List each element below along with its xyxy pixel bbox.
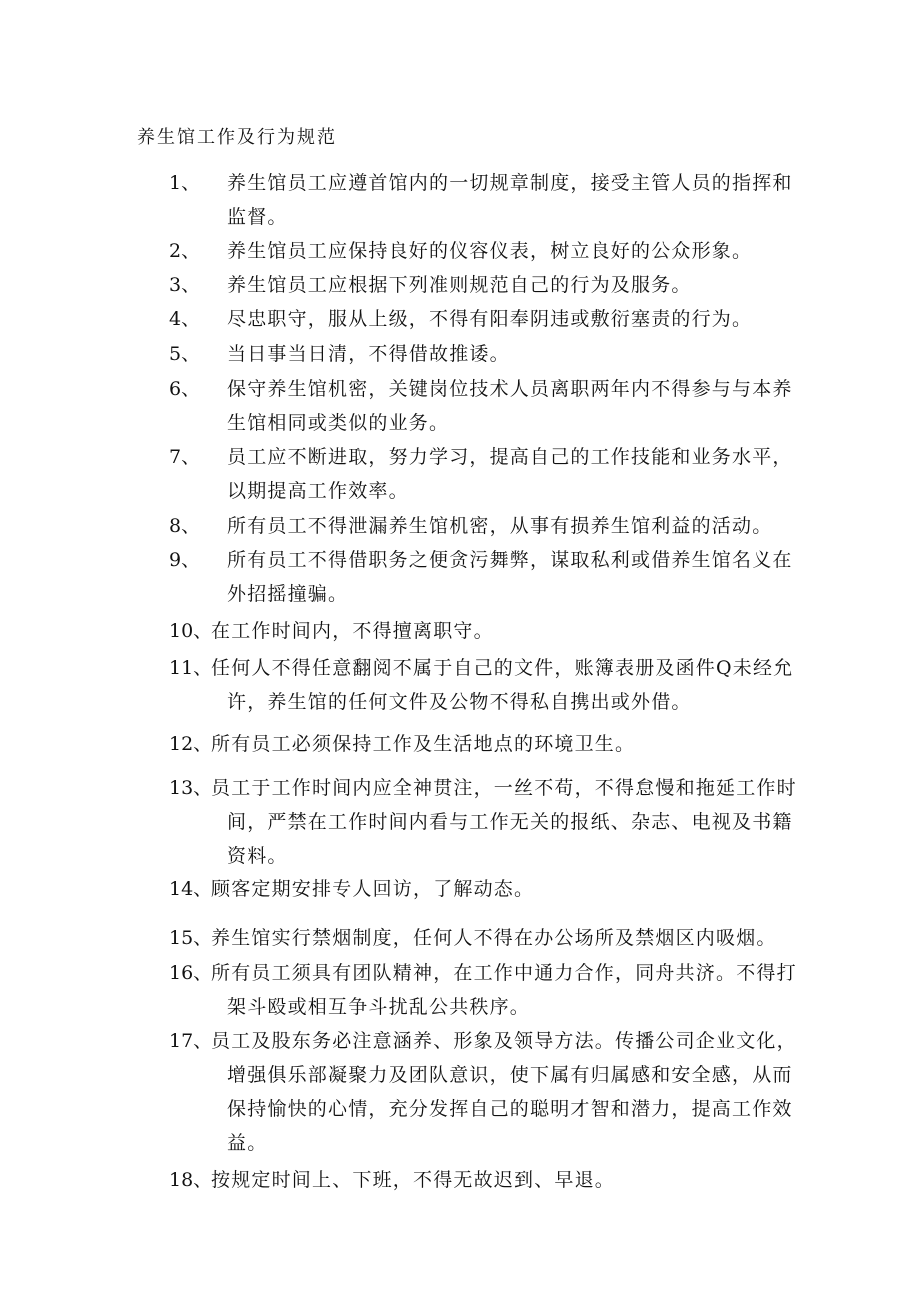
rule-text-line: 监督。 [227, 206, 288, 228]
rule-text-line: 任何人不得任意翻阅不属于自己的文件，账簿表册及函件Q未经允 [211, 657, 794, 679]
rule-text-line: 增强俱乐部凝聚力及团队意识，使下属有归属感和安全感，从而 [227, 1064, 793, 1086]
rule-number: 11、 [169, 657, 213, 679]
rule-number: 6、 [169, 378, 201, 400]
rule-number: 12、 [169, 733, 213, 755]
rule-text-line: 以期提高工作效率。 [227, 480, 409, 502]
rule-text-line: 所有员工不得借职务之便贪污舞弊，谋取私利或借养生馆名义在 [227, 549, 793, 571]
rule-text-line: 保持愉快的心情，充分发挥自己的聪明才智和潜力，提高工作效 [227, 1098, 793, 1120]
rule-text-line: 所有员工不得泄漏养生馆机密，从事有损养生馆利益的活动。 [227, 515, 773, 537]
rule-text-line: 外招摇撞骗。 [227, 583, 349, 605]
rule-text-line: 间，严禁在工作时间内看与工作无关的报纸、杂志、电视及书籍 [227, 811, 793, 833]
rule-text-line: 资料。 [227, 845, 288, 867]
rule-text-line: 许，养生馆的任何文件及公物不得私自携出或外借。 [227, 691, 692, 713]
rule-number: 9、 [169, 549, 201, 571]
rule-number: 17、 [169, 1030, 213, 1052]
rule-text-line: 养生馆员工应遵首馆内的一切规章制度，接受主管人员的指挥和 [227, 172, 793, 194]
rule-text-line: 顾客定期安排专人回访，了解动态。 [211, 878, 535, 900]
rule-text-line: 养生馆员工应保持良好的仪容仪表，树立良好的公众形象。 [227, 240, 753, 262]
rule-text-line: 所有员工须具有团队精神，在工作中通力合作，同舟共济。不得打 [211, 962, 797, 984]
rule-text-line: 养生馆实行禁烟制度，任何人不得在办公场所及禁烟区内吸烟。 [211, 927, 777, 949]
rule-text-line: 保守养生馆机密，关键岗位技术人员离职两年内不得参与与本养 [227, 378, 793, 400]
rule-text-line: 益。 [227, 1132, 268, 1154]
rule-number: 15、 [169, 927, 213, 949]
rule-number: 4、 [169, 308, 201, 330]
rule-number: 5、 [169, 343, 201, 365]
document-title: 养生馆工作及行为规范 [137, 127, 337, 148]
rule-text-line: 按规定时间上、下班，不得无故迟到、早退。 [211, 1169, 616, 1191]
rule-number: 8、 [169, 515, 201, 537]
rule-text-line: 架斗殴或相互争斗扰乱公共秩序。 [227, 996, 531, 1018]
rule-text-line: 养生馆员工应根据下列准则规范自己的行为及服务。 [227, 274, 692, 296]
rule-text-line: 员工及股东务必注意涵养、形象及领导方法。传播公司企业文化， [211, 1030, 797, 1052]
rule-number: 16、 [169, 962, 213, 984]
rule-text-line: 员工应不断进取，努力学习，提高自己的工作技能和业务水平， [227, 446, 793, 468]
rule-number: 7、 [169, 446, 201, 468]
rule-number: 14、 [169, 878, 213, 900]
rule-number: 18、 [169, 1169, 213, 1191]
rule-text-line: 员工于工作时间内应全神贯注，一丝不苟，不得怠慢和拖延工作时 [211, 777, 797, 799]
rule-number: 1、 [169, 172, 201, 194]
rule-text-line: 尽忠职守，服从上级，不得有阳奉阴违或敷衍塞责的行为。 [227, 308, 753, 330]
rule-text-line: 在工作时间内，不得擅离职守。 [211, 620, 494, 642]
rule-number: 2、 [169, 240, 201, 262]
rule-number: 3、 [169, 274, 201, 296]
rule-text-line: 生馆相同或类似的业务。 [227, 412, 450, 434]
rule-text-line: 所有员工必须保持工作及生活地点的环境卫生。 [211, 733, 636, 755]
rule-number: 10、 [169, 620, 213, 642]
rule-text-line: 当日事当日清，不得借故推诿。 [227, 343, 510, 365]
rule-number: 13、 [169, 777, 213, 799]
